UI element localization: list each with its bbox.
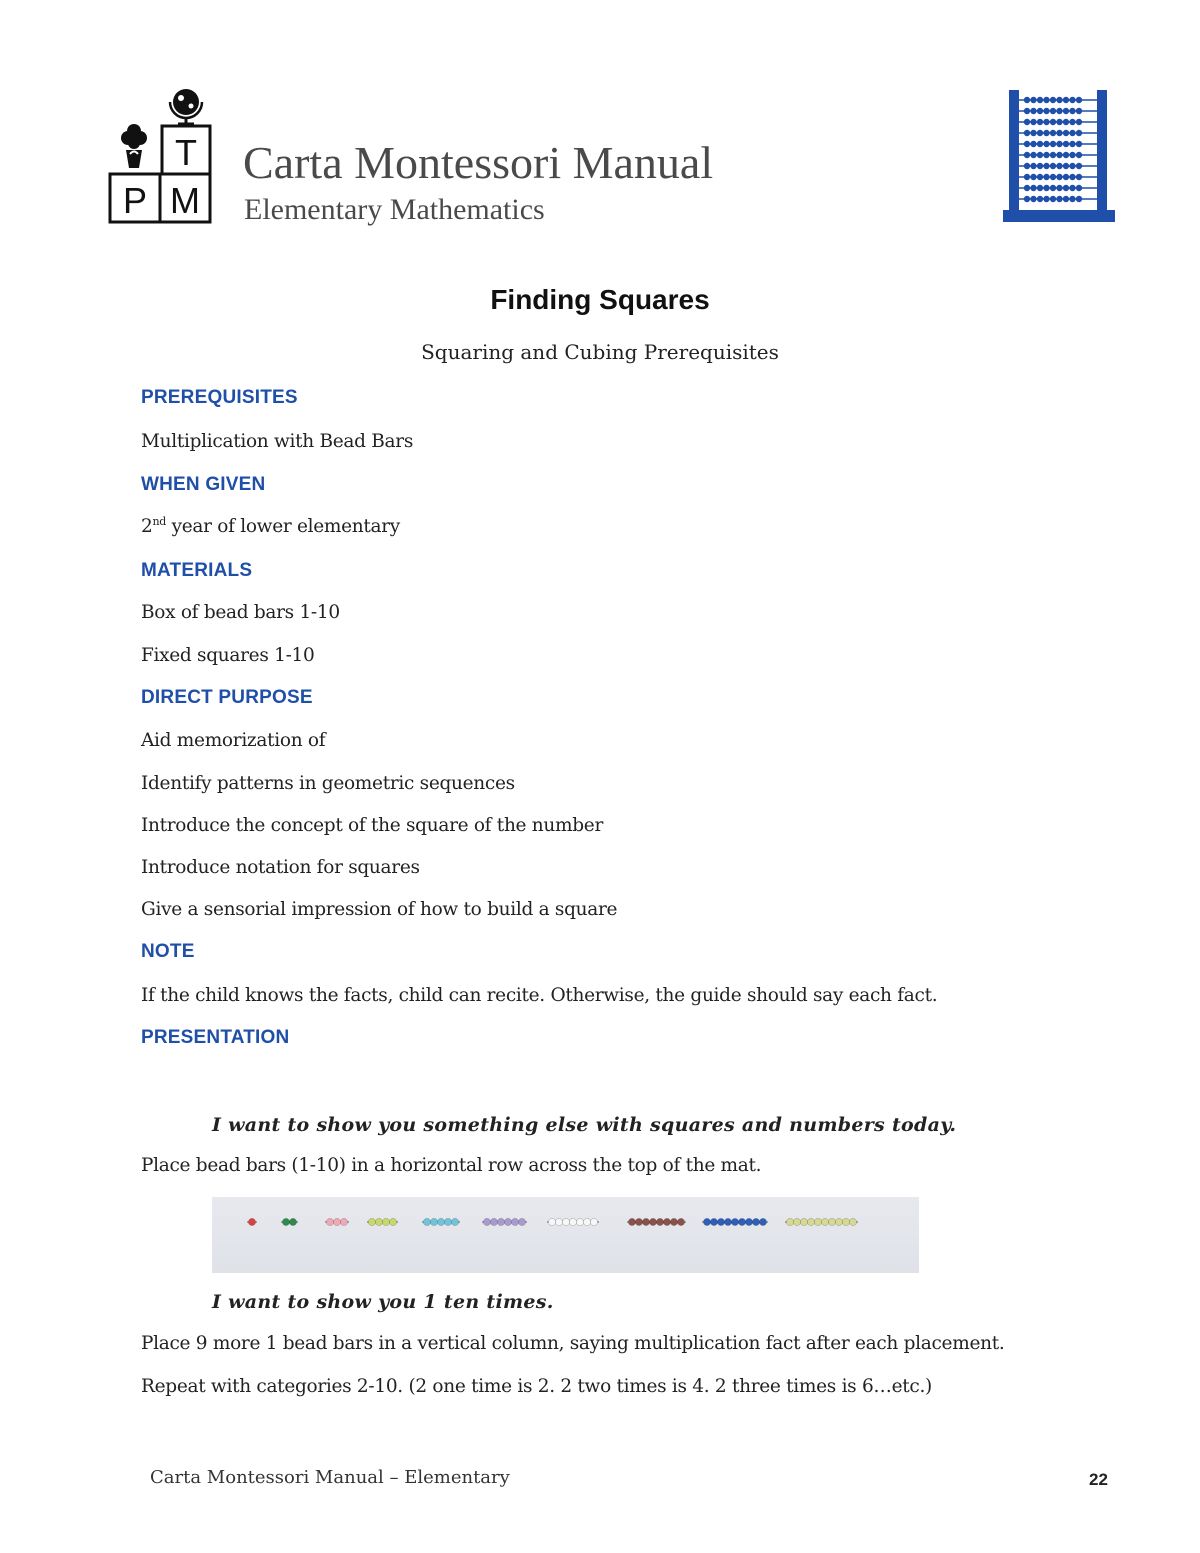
tpm-logo-graphic — [108, 84, 212, 226]
ordinal-number: 2 — [141, 516, 153, 537]
abacus-bead — [1050, 163, 1056, 169]
abacus-bead — [1056, 119, 1062, 125]
abacus-bead — [1030, 97, 1036, 103]
bead — [583, 1218, 590, 1225]
bead — [511, 1218, 518, 1225]
bead — [576, 1218, 583, 1225]
bead-bars-photo — [212, 1197, 919, 1273]
bead — [518, 1218, 525, 1225]
brand-subtitle: Elementary Mathematics — [244, 193, 545, 226]
bead — [752, 1218, 759, 1225]
bead-bar — [247, 1218, 257, 1225]
prerequisite-line: Multiplication with Bead Bars — [141, 431, 414, 452]
bead — [807, 1218, 814, 1225]
abacus-bead — [1043, 174, 1049, 180]
bead — [717, 1218, 724, 1225]
abacus-bead — [1056, 163, 1062, 169]
bead — [562, 1218, 569, 1225]
materials-line: Fixed squares 1-10 — [141, 645, 315, 666]
tpm-logo — [108, 84, 212, 226]
abacus-bead — [1069, 196, 1075, 202]
abacus-bead — [1063, 163, 1069, 169]
bead — [628, 1218, 635, 1225]
when-given-rest: year of lower elementary — [166, 516, 400, 537]
abacus-bead — [1030, 152, 1036, 158]
bead-bar — [422, 1218, 460, 1225]
abacus-bead — [1069, 130, 1075, 136]
logo-letter-t: T — [175, 132, 197, 173]
brand-title: Carta Montessori Manual — [243, 137, 714, 188]
abacus-bead — [1069, 108, 1075, 114]
page-number: 22 — [1089, 1470, 1108, 1489]
abacus-bead — [1050, 152, 1056, 158]
note-line: If the child knows the facts, child can recite. Otherwise, the guide should say each fact. — [141, 985, 938, 1006]
heading-note: NOTE — [141, 941, 195, 962]
abacus-bead — [1050, 185, 1056, 191]
bead — [703, 1218, 710, 1225]
bead — [497, 1218, 504, 1225]
bead — [786, 1218, 793, 1225]
bead — [451, 1218, 458, 1225]
bead-bar — [547, 1218, 599, 1225]
abacus-bead — [1050, 141, 1056, 147]
when-given-line — [141, 516, 400, 537]
purpose-line: Aid memorization of — [141, 730, 326, 751]
abacus-bead — [1030, 108, 1036, 114]
abacus-bead — [1030, 196, 1036, 202]
bead — [663, 1218, 670, 1225]
heading-presentation: PRESENTATION — [141, 1027, 290, 1048]
bead — [670, 1218, 677, 1225]
bead — [828, 1218, 835, 1225]
bead — [569, 1218, 576, 1225]
abacus-bead — [1024, 163, 1030, 169]
presentation-step: Place bead bars (1-10) in a horizontal row across the top of the mat. — [141, 1155, 762, 1176]
abacus-bead — [1043, 97, 1049, 103]
abacus-bead — [1076, 119, 1082, 125]
bead-bar — [627, 1218, 686, 1225]
abacus-bead — [1063, 196, 1069, 202]
presentation-step: Place 9 more 1 bead bars in a vertical column, saying multiplication fact after each placement. — [141, 1333, 1005, 1354]
abacus-bead — [1056, 97, 1062, 103]
abacus-bead — [1037, 152, 1043, 158]
abacus-bead — [1063, 97, 1069, 103]
bead — [677, 1218, 684, 1225]
heading-prerequisites: PREREQUISITES — [141, 387, 298, 408]
bead — [849, 1218, 856, 1225]
abacus-bead — [1030, 130, 1036, 136]
bead-bar — [325, 1218, 349, 1225]
bead — [842, 1218, 849, 1225]
bead — [248, 1218, 255, 1225]
abacus-bead — [1063, 130, 1069, 136]
abacus-bead — [1056, 196, 1062, 202]
abacus-bead — [1043, 141, 1049, 147]
abacus-bead — [1043, 119, 1049, 125]
abacus-bead — [1076, 163, 1082, 169]
abacus-bead — [1037, 97, 1043, 103]
abacus-bead — [1063, 185, 1069, 191]
abacus-bead — [1037, 119, 1043, 125]
logo-letter-m: M — [170, 180, 200, 221]
abacus-bead — [1037, 185, 1043, 191]
abacus-bead — [1037, 163, 1043, 169]
purpose-line: Identify patterns in geometric sequences — [141, 773, 515, 794]
abacus-bead — [1076, 185, 1082, 191]
abacus-bead — [1076, 141, 1082, 147]
abacus-bead — [1069, 163, 1075, 169]
abacus-bead — [1069, 141, 1075, 147]
abacus-bead — [1050, 174, 1056, 180]
abacus-bead — [1050, 130, 1056, 136]
bead — [835, 1218, 842, 1225]
purpose-line: Give a sensorial impression of how to build a square — [141, 899, 618, 920]
bead — [444, 1218, 451, 1225]
abacus-bead — [1037, 141, 1043, 147]
logo-letter-p: P — [122, 180, 148, 221]
bead — [389, 1218, 396, 1225]
bead — [483, 1218, 490, 1225]
abacus-bead — [1030, 141, 1036, 147]
bead — [555, 1218, 562, 1225]
abacus-bead — [1063, 152, 1069, 158]
abacus-bead — [1043, 196, 1049, 202]
bead — [289, 1218, 296, 1225]
footer-text: Carta Montessori Manual – Elementary — [150, 1467, 510, 1488]
bead — [368, 1218, 375, 1225]
abacus-bead — [1024, 185, 1030, 191]
abacus-bead — [1024, 141, 1030, 147]
abacus-bead — [1076, 97, 1082, 103]
bead — [759, 1218, 766, 1225]
bead — [430, 1218, 437, 1225]
bead — [375, 1218, 382, 1225]
abacus-bead — [1056, 108, 1062, 114]
abacus-bead — [1056, 152, 1062, 158]
bead — [590, 1218, 597, 1225]
abacus-bead — [1037, 196, 1043, 202]
plant-icon — [121, 124, 147, 168]
bead — [724, 1218, 731, 1225]
bead — [490, 1218, 497, 1225]
abacus-bead — [1076, 108, 1082, 114]
abacus-bead — [1069, 119, 1075, 125]
abacus-bead — [1076, 130, 1082, 136]
abacus-bead — [1037, 174, 1043, 180]
abacus-bead — [1063, 119, 1069, 125]
heading-when-given: WHEN GIVEN — [141, 474, 266, 495]
presentation-step: Repeat with categories 2-10. (2 one time is 2. 2 two times is 4. 2 three times is 6…etc.) — [141, 1376, 932, 1397]
abacus-bead — [1056, 141, 1062, 147]
bead — [333, 1218, 340, 1225]
bead-bar — [367, 1218, 398, 1225]
bead — [382, 1218, 389, 1225]
bead — [649, 1218, 656, 1225]
bead — [282, 1218, 289, 1225]
bead — [423, 1218, 430, 1225]
abacus-bead — [1043, 108, 1049, 114]
abacus-bead — [1050, 108, 1056, 114]
bead-bar — [785, 1218, 858, 1225]
bead — [814, 1218, 821, 1225]
abacus-bead — [1056, 185, 1062, 191]
bead — [800, 1218, 807, 1225]
purpose-line: Introduce notation for squares — [141, 857, 420, 878]
bead — [731, 1218, 738, 1225]
heading-direct-purpose: DIRECT PURPOSE — [141, 687, 313, 708]
abacus-bead — [1043, 152, 1049, 158]
abacus-icon — [1003, 88, 1117, 225]
abacus-bead — [1037, 130, 1043, 136]
abacus-bead — [1063, 141, 1069, 147]
page-title: Finding Squares — [490, 284, 710, 315]
bead — [326, 1218, 333, 1225]
ordinal-suffix: nd — [152, 515, 167, 528]
abacus-bead — [1056, 174, 1062, 180]
presentation-quote: I want to show you 1 ten times. — [212, 1291, 554, 1313]
bead-bar — [482, 1218, 527, 1225]
bead — [548, 1218, 555, 1225]
abacus-bead — [1069, 152, 1075, 158]
abacus-bead — [1050, 196, 1056, 202]
bead — [821, 1218, 828, 1225]
bead — [642, 1218, 649, 1225]
presentation-quote: I want to show you something else with squares and numbers today. — [212, 1114, 957, 1136]
abacus-bead — [1030, 185, 1036, 191]
abacus-bead — [1024, 174, 1030, 180]
globe-icon — [170, 89, 202, 124]
abacus-bead — [1050, 97, 1056, 103]
abacus-bead — [1024, 130, 1030, 136]
bead — [793, 1218, 800, 1225]
abacus-bead — [1030, 174, 1036, 180]
abacus-bead — [1030, 119, 1036, 125]
bead — [710, 1218, 717, 1225]
bead — [745, 1218, 752, 1225]
abacus-bead — [1069, 174, 1075, 180]
abacus-bead — [1056, 130, 1062, 136]
materials-line: Box of bead bars 1-10 — [141, 602, 340, 623]
bead — [656, 1218, 663, 1225]
abacus-bead — [1024, 108, 1030, 114]
abacus-bead — [1076, 196, 1082, 202]
bead — [635, 1218, 642, 1225]
page-subtitle: Squaring and Cubing Prerequisites — [421, 340, 779, 364]
abacus-bead — [1076, 174, 1082, 180]
bead-bar — [702, 1218, 768, 1225]
abacus-bead — [1076, 152, 1082, 158]
bead — [437, 1218, 444, 1225]
bead — [738, 1218, 745, 1225]
bead — [340, 1218, 347, 1225]
abacus-bead — [1063, 174, 1069, 180]
abacus-bead — [1024, 97, 1030, 103]
abacus-bead — [1043, 163, 1049, 169]
purpose-line: Introduce the concept of the square of the number — [141, 815, 603, 836]
abacus-bead — [1024, 152, 1030, 158]
abacus-bead — [1030, 163, 1036, 169]
abacus-bead — [1069, 185, 1075, 191]
abacus-bead — [1050, 119, 1056, 125]
bead-bar — [281, 1218, 298, 1225]
abacus-bead — [1024, 119, 1030, 125]
abacus-bead — [1037, 108, 1043, 114]
abacus-bead — [1063, 108, 1069, 114]
bead — [504, 1218, 511, 1225]
abacus-bead — [1043, 185, 1049, 191]
abacus-bead — [1043, 130, 1049, 136]
heading-materials: MATERIALS — [141, 560, 253, 581]
abacus-bead — [1069, 97, 1075, 103]
abacus-bead — [1024, 196, 1030, 202]
